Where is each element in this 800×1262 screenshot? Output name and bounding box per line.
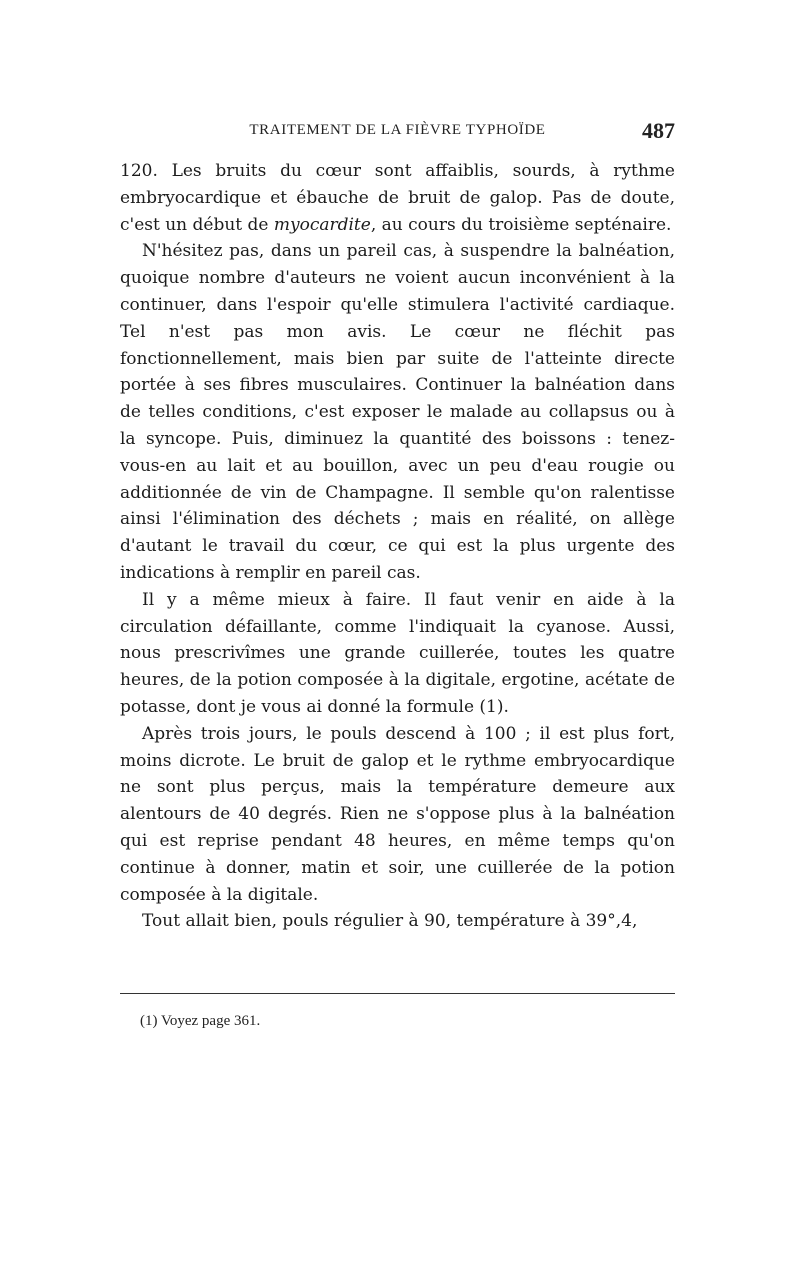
text-run: Il y a même mieux à faire. Il faut venir en aide à la circulation défaillante, comme l'indiquait la cyanose. Aussi, nous prescrivîmes une grande cuillerée, toutes les quatre heures, de la potion composée à la digitale, ergotine, acétate de potasse, dont je vous ai donné la formule (1). (120, 589, 675, 717)
body-text (120, 158, 675, 935)
page-header (120, 118, 675, 148)
text-run: Tout allait bien, pouls régulier à 90, température à 39°,4, (142, 911, 638, 932)
running-title: TRAITEMENT DE LA FIÈVRE TYPHOÏDE (249, 122, 546, 138)
paragraph-4 (120, 721, 675, 909)
paragraph-2 (120, 238, 675, 586)
paragraph-3 (120, 587, 675, 721)
text-run: 120. Les bruits du cœur sont affaiblis, sourds, à rythme embryocardique et ébauche de bruit de galop. Pas de doute, c'est un début de (120, 161, 675, 235)
footnote: (1) Voyez page 361. (140, 1013, 261, 1029)
footnote-divider (120, 993, 675, 994)
paragraph-5 (120, 908, 675, 935)
italic-term: myocardite (273, 214, 371, 235)
text-run: , au cours du troisième septénaire. (370, 214, 672, 235)
text-run: Après trois jours, le pouls descend à 100 ; il est plus fort, moins dicrote. Le bruit de galop et le rythme embryocardique ne sont plus perçus, mais la température demeure aux alentours de 40 degrés. Rien ne s'oppose plus à la balnéation qui est reprise pendant 48 heures, en même temps qu'on continue à donner, matin et soir, une cuillerée de la potion composée à la digitale. (120, 723, 675, 905)
text-run: N'hésitez pas, dans un pareil cas, à suspendre la balnéation, quoique nombre d'auteurs ne voient aucun inconvénient à la continuer, dans l'espoir qu'elle stimulera l'activité cardiaque. Tel n'est pas mon avis. Le cœur ne fléchit pas fonctionnellement, mais bien par suite de l'atteinte directe portée à ses fibres musculaires. Continuer la balnéation dans de telles conditions, c'est exposer le malade au collapsus ou à la syncope. Puis, diminuez la quantité des boissons : tenez-vous-en au lait et au bouillon, avec un peu d'eau rougie ou additionnée de vin de Champagne. Il semble qu'on ralentisse ainsi l'élimination des déchets ; mais en réalité, on allège d'autant le travail du cœur, ce qui est la plus urgente des indications à remplir en pareil cas. (120, 241, 675, 583)
page-number: 487 (642, 118, 675, 143)
paragraph-1 (120, 158, 675, 238)
